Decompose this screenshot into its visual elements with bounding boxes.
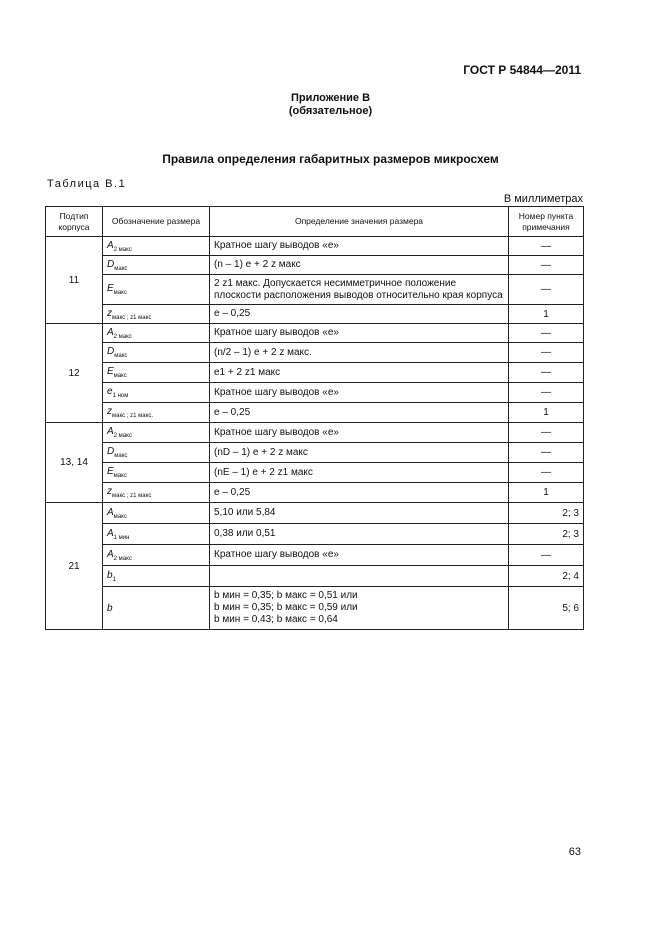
note-cell: 2; 3: [509, 524, 584, 545]
col-header-definition: Определение значения размера: [210, 207, 509, 237]
subtype-cell: 12: [46, 324, 103, 423]
designation-cell: $A_{2 макс}$: [103, 545, 210, 566]
definition-cell: e1 + 2 z1 макс: [210, 363, 509, 383]
subtype-cell: 11: [46, 237, 103, 324]
note-cell: 1: [509, 483, 584, 503]
definition-cell: 2 z1 макс. Допускается несимметричное положение плоскости расположения выводов относительно края корпуса: [210, 275, 509, 305]
appendix-title: Приложение В: [290, 92, 371, 104]
note-cell: —: [509, 463, 584, 483]
definition-line: b мин = 0,35; b макс = 0,59 или: [214, 602, 358, 613]
definition-cell: [210, 587, 509, 630]
note-cell: —: [509, 275, 584, 305]
designation-cell: $D_{макс}$: [103, 256, 210, 275]
designation-cell: $e_{1 ном}$: [103, 383, 210, 403]
note-cell: —: [509, 343, 584, 363]
appendix-subtitle: (обязательное): [288, 105, 373, 117]
note-cell: 2; 3: [509, 503, 584, 524]
table-row: [46, 237, 584, 256]
designation-cell: $z_{макс ; z1 макс.}$: [103, 403, 210, 423]
table-row: [46, 463, 584, 483]
designation-cell: $A_{2 макс}$: [103, 423, 210, 443]
designation-cell: $A_{2 макс}$: [103, 237, 210, 256]
definition-cell: (nE – 1) e + 2 z1 макс: [210, 463, 509, 483]
note-cell: 2; 4: [509, 566, 584, 587]
table-row: [46, 343, 584, 363]
note-cell: —: [509, 237, 584, 256]
table-row: [46, 587, 584, 630]
definition-line: b мин = 0,43; b макс = 0,64: [214, 614, 338, 625]
designation-cell: $E_{макс}$: [103, 363, 210, 383]
table-row: [46, 275, 584, 305]
table-row: [46, 483, 584, 503]
definition-cell: e – 0,25: [210, 483, 509, 503]
note-cell: 1: [509, 305, 584, 324]
designation-cell: $A_{2 макс}$: [103, 324, 210, 343]
definition-cell: 0,38 или 0,51: [210, 524, 509, 545]
table-label: Таблица В.1: [47, 178, 127, 190]
note-cell: —: [509, 363, 584, 383]
table-row: [46, 305, 584, 324]
designation-cell: $E_{макс}$: [103, 275, 210, 305]
definition-cell: Кратное шагу выводов «e»: [210, 383, 509, 403]
designation-cell: $A_{1 мин}$: [103, 524, 210, 545]
definition-cell: (n/2 – 1) e + 2 z макс.: [210, 343, 509, 363]
designation-cell: b: [103, 587, 210, 630]
table-row: [46, 443, 584, 463]
designation-cell: $z_{макс ; z1 макс}$: [103, 305, 210, 324]
designation-cell: $D_{макс}$: [103, 343, 210, 363]
note-cell: —: [509, 443, 584, 463]
dimensions-table: [45, 206, 584, 630]
document-standard-header: ГОСТ Р 54844—2011: [463, 63, 581, 77]
definition-cell: (n – 1) e + 2 z макс: [210, 256, 509, 275]
col-header-note: Номер пункта примечания: [509, 207, 584, 237]
table-row: [46, 566, 584, 587]
note-cell: —: [509, 383, 584, 403]
table-row: [46, 503, 584, 524]
definition-cell: Кратное шагу выводов «e»: [210, 324, 509, 343]
table-row: [46, 545, 584, 566]
table-row: [46, 383, 584, 403]
definition-cell: e – 0,25: [210, 305, 509, 324]
table-header-row: [46, 207, 584, 237]
definition-cell: (nD – 1) e + 2 z макс: [210, 443, 509, 463]
definition-cell: Кратное шагу выводов «e»: [210, 423, 509, 443]
note-cell: —: [509, 256, 584, 275]
note-cell: 5; 6: [509, 587, 584, 630]
note-cell: —: [509, 545, 584, 566]
note-cell: —: [509, 423, 584, 443]
definition-cell: [210, 566, 509, 587]
definition-line: b мин = 0,35; b макс = 0,51 или: [214, 590, 358, 601]
designation-cell: $E_{макс}$: [103, 463, 210, 483]
section-title: Правила определения габаритных размеров микросхем: [162, 152, 499, 166]
definition-cell: Кратное шагу выводов «e»: [210, 545, 509, 566]
units-label: В миллиметрах: [503, 193, 583, 205]
definition-cell: 5,10 или 5,84: [210, 503, 509, 524]
table-row: [46, 324, 584, 343]
table-row: [46, 256, 584, 275]
subtype-cell: 13, 14: [46, 423, 103, 503]
definition-cell: Кратное шагу выводов «e»: [210, 237, 509, 256]
table-row: [46, 524, 584, 545]
page-number: 63: [568, 846, 581, 858]
col-header-designation: Обозначение размера: [103, 207, 210, 237]
designation-cell: $D_{макс}$: [103, 443, 210, 463]
definition-cell: e – 0,25: [210, 403, 509, 423]
table-row: [46, 423, 584, 443]
table-row: [46, 403, 584, 423]
designation-cell: $z_{макс ; z1 макс}$: [103, 483, 210, 503]
note-cell: —: [509, 324, 584, 343]
subtype-cell: 21: [46, 503, 103, 630]
designation-cell: $b_1$: [103, 566, 210, 587]
table-row: [46, 363, 584, 383]
note-cell: 1: [509, 403, 584, 423]
col-header-subtype: Подтип корпуса: [46, 207, 103, 237]
designation-cell: $A_{макс}$: [103, 503, 210, 524]
